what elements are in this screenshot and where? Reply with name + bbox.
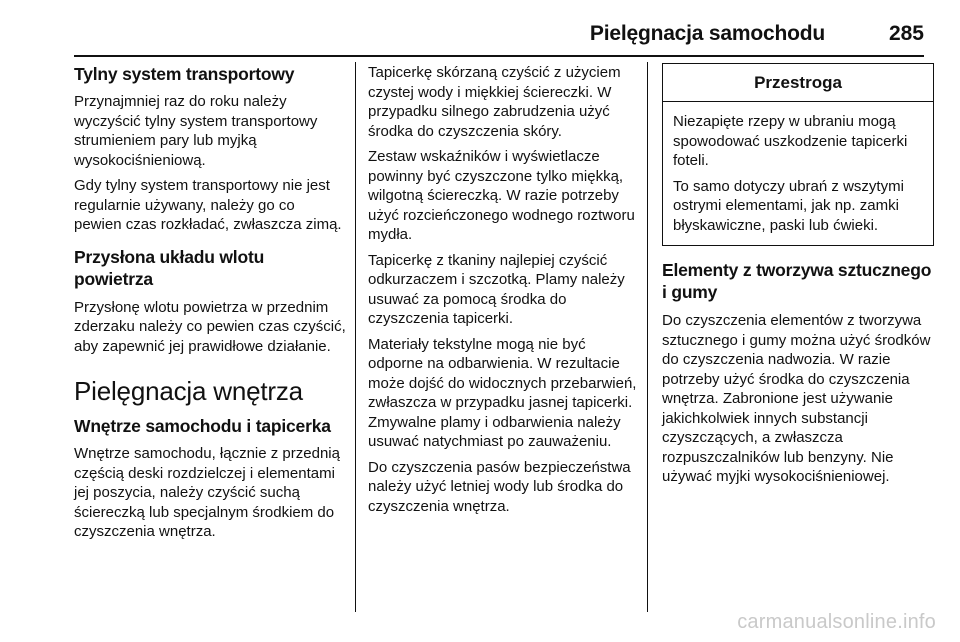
- page-number: 285: [888, 22, 924, 45]
- paragraph-plastic-rubber: Do czyszczenia elementów z tworzywa sztucznego i gumy można użyć środków do czyszczenia nadwozia. W razie potrzeby użyć środka do czyszczenia wnętrza. Zabronione jest używanie jakichkolwiek innych substancji czyszczących, a zwłaszcza rozpuszczalników lub benzyny. Nie używać myjki wysokociśnieniowej.: [662, 312, 931, 485]
- caution-paragraph-2: To samo dotyczy ubrań z wszytymi ostrymi elementami, jak np. zamki błyskawiczne, paski lub ćwieki.: [673, 177, 904, 234]
- heading-air-intake: Przysłona układu wlotu powietrza: [74, 246, 265, 289]
- column-1: [74, 63, 346, 542]
- watermark: carmanualsonline.info: [737, 611, 936, 633]
- heading-upholstery: Wnętrze samochodu i tapicerka: [74, 416, 331, 436]
- page-header: [60, 22, 924, 46]
- caution-body: [663, 102, 933, 245]
- paragraph-rear-carrier-2: Gdy tylny system transportowy nie jest regularnie używany, należy go co pewien czas rozkładać, zwłaszcza zimą.: [74, 177, 342, 233]
- caution-box: [662, 63, 934, 246]
- heading-interior-care: Pielęgnacja wnętrza: [74, 376, 303, 406]
- header-rule: [74, 55, 924, 57]
- paragraph-displays: Zestaw wskaźników i wyświetlacze powinny być czyszczone tylko miękką, wilgotną ściereczką. W razie potrzeby użyć rozcieńczonego wodnego roztworu mydła.: [368, 148, 635, 243]
- heading-plastic-rubber: Elementy z tworzywa sztucznego i gumy: [662, 260, 932, 302]
- paragraph-textiles: Materiały tekstylne mogą nie być odporne na odbarwienia. W rezultacie może dojść do widocznych przebarwień, zwłaszcza w przypadku jasnej tapicerki. Zmywalne plamy i odbarwienia należy usuwać natychmiast po zauważeniu.: [368, 335, 637, 450]
- column-divider-1: [355, 62, 356, 612]
- column-divider-2: [647, 62, 648, 612]
- heading-rear-carrier: Tylny system transportowy: [74, 64, 295, 84]
- paragraph-rear-carrier-1: Przynajmniej raz do roku należy wyczyścić tylny system transportowy strumieniem pary lub myjką wysokociśnieniową.: [74, 93, 318, 169]
- paragraph-leather: Tapicerkę skórzaną czyścić z użyciem czystej wody i miękkiej ściereczki. W przypadku silnego zabrudzenia użyć środka do czyszczenia skóry.: [368, 64, 621, 140]
- caution-paragraph-1: Niezapięte rzepy w ubraniu mogą spowodować uszkodzenie tapicerki foteli.: [673, 113, 908, 169]
- caution-title: Przestroga: [663, 64, 933, 102]
- paragraph-upholstery: Wnętrze samochodu, łącznie z przednią częścią deski rozdzielczej i elementami jej poszycia, należy czyścić suchą ściereczką lub specjalnym środkiem do czyszczenia wnętrza.: [74, 445, 340, 540]
- paragraph-air-intake: Przysłonę wlotu powietrza w przednim zderzaku należy co pewien czas czyścić, aby zapewnić jej prawidłowe działanie.: [74, 298, 346, 355]
- column-2: [368, 63, 640, 516]
- paragraph-seat-belts: Do czyszczenia pasów bezpieczeństwa należy użyć letniej wody lub środka do czyszczenia wnętrza.: [368, 458, 631, 515]
- page-title: Pielęgnacja samochodu: [589, 22, 825, 45]
- column-3: [662, 63, 934, 487]
- paragraph-fabric: Tapicerkę z tkaniny najlepiej czyścić odkurzaczem i szczotką. Plamy należy usuwać za pomocą środka do czyszczenia tapicerki.: [368, 251, 625, 327]
